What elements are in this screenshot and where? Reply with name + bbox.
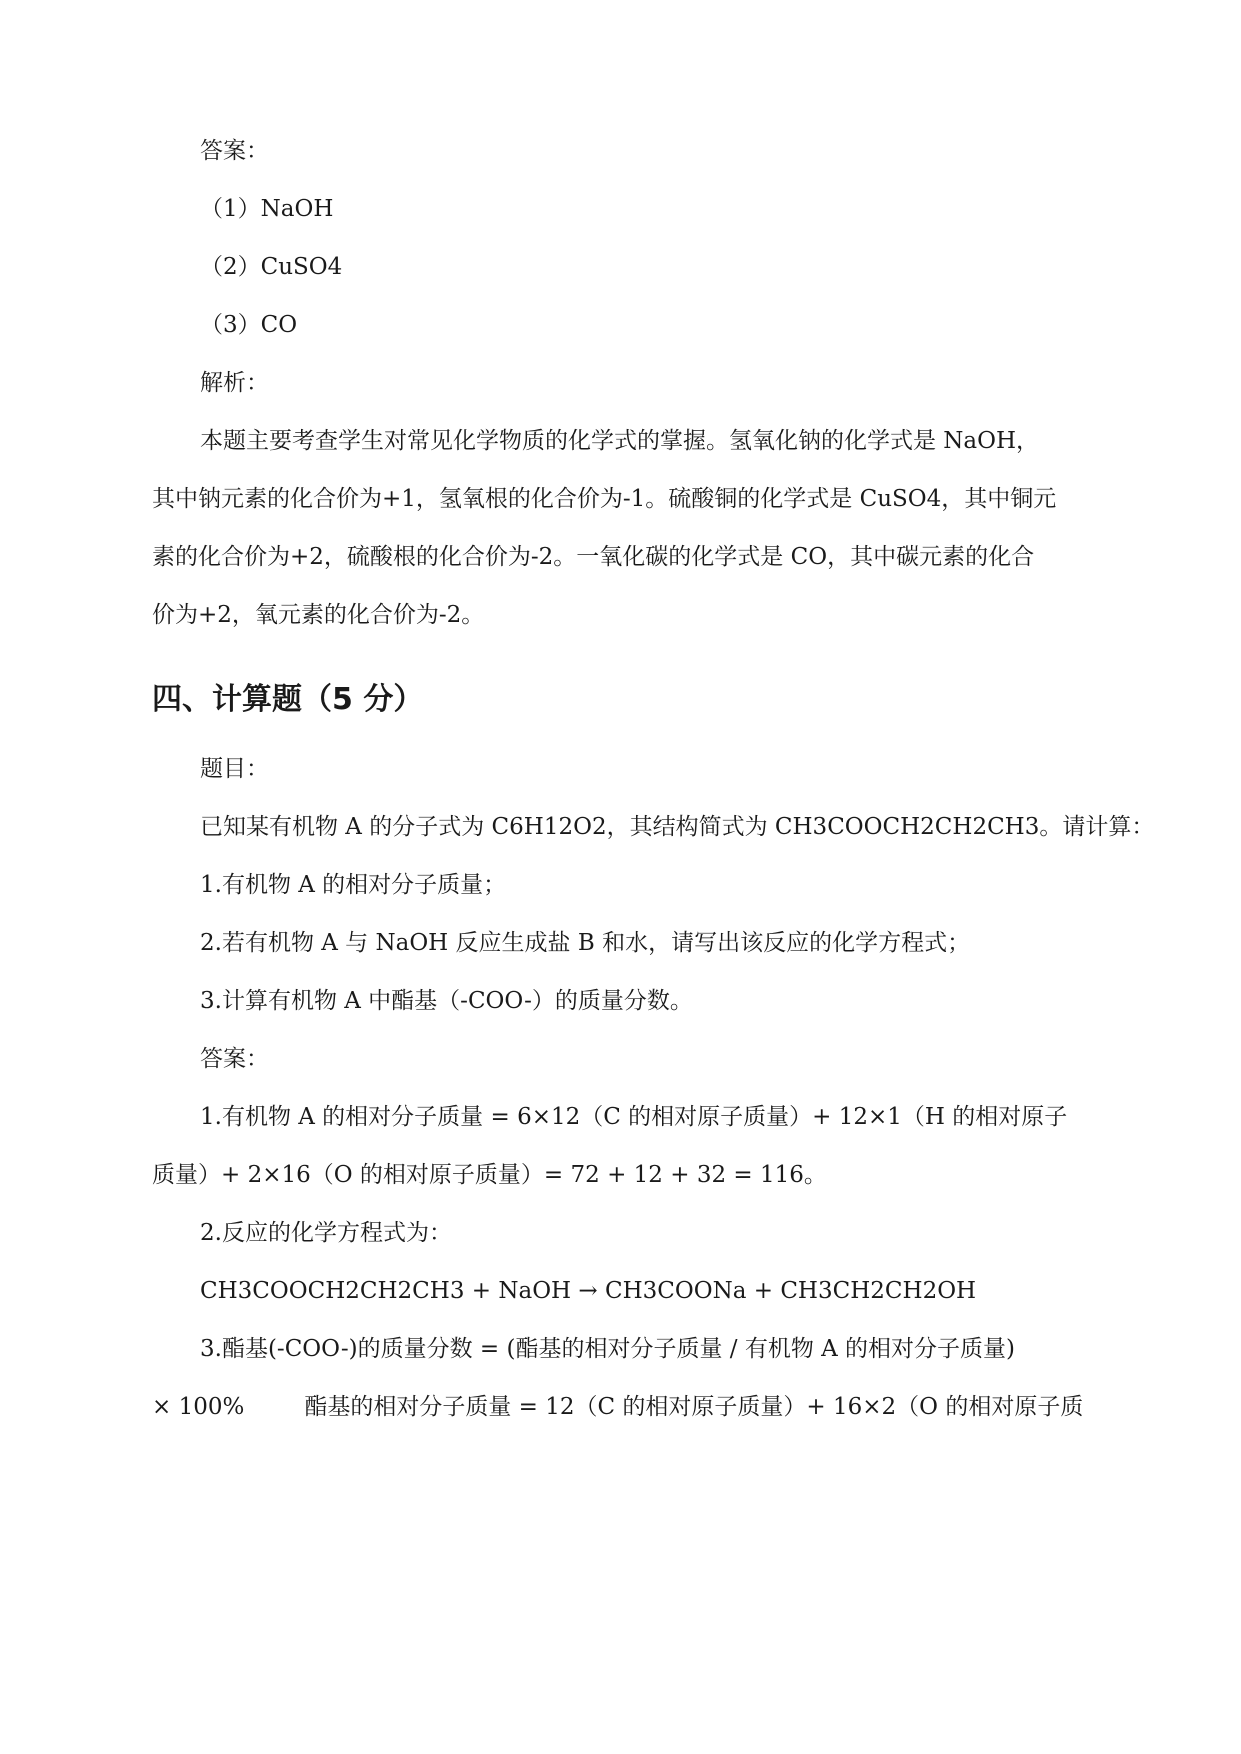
answer2-label: 2.反应的化学方程式为：: [200, 1220, 452, 1246]
answer1-line-1: 1.有机物 A 的相对分子质量 = 6×12（C 的相对原子质量）+ 12×1（H 的相对原子: [200, 1104, 1068, 1130]
answer1-line-2: 质量）+ 2×16（O 的相对原子质量）= 72 + 12 + 32 = 116。: [152, 1162, 827, 1188]
question-label: 题目：: [200, 756, 269, 782]
answer3-line-2: [152, 1392, 1083, 1422]
analysis-line-3: 素的化合价为+2，硫酸根的化合价为-2。一氧化碳的化学式是 CO，其中碳元素的化合: [152, 544, 1035, 570]
question-item-1: 1.有机物 A 的相对分子质量；: [200, 872, 507, 898]
question-intro: 已知某有机物 A 的分子式为 C6H12O2，其结构简式为 CH3COOCH2CH2CH3。请计算：: [200, 814, 1155, 840]
analysis-line-2: 其中钠元素的化合价为+1，氢氧根的化合价为-1。硫酸铜的化学式是 CuSO4，其中铜元: [152, 486, 1057, 512]
answer-label: 答案：: [200, 138, 269, 164]
answer-label-2: 答案：: [200, 1046, 269, 1072]
analysis-line-4: 价为+2，氧元素的化合价为-2。: [152, 602, 485, 628]
answer-item-2: （2）CuSO4: [200, 254, 343, 280]
analysis-label: 解析：: [200, 370, 269, 396]
answer-item-3: （3）CO: [200, 312, 298, 338]
answer3-ester-mass: 酯基的相对分子质量 = 12（C 的相对原子质量）+ 16×2（O 的相对原子质: [304, 1394, 1084, 1420]
question-item-3: 3.计算有机物 A 中酯基（-COO-）的质量分数。: [200, 988, 693, 1014]
answer-item-1: （1）NaOH: [200, 196, 334, 222]
analysis-line-1: 本题主要考查学生对常见化学物质的化学式的掌握。氢氧化钠的化学式是 NaOH，: [200, 428, 1040, 454]
question-item-2: 2.若有机物 A 与 NaOH 反应生成盐 B 和水，请写出该反应的化学方程式；: [200, 930, 971, 956]
section-four-heading: 四、计算题（5 分）: [152, 682, 424, 717]
answer3-multiplier: × 100%: [152, 1394, 245, 1420]
reaction-equation: CH3COOCH2CH2CH3 + NaOH → CH3COONa + CH3CH2CH2OH: [200, 1278, 977, 1304]
answer3-line-1: 3.酯基(-COO-)的质量分数 = (酯基的相对分子质量 / 有机物 A 的相对分子质量): [200, 1336, 1016, 1362]
